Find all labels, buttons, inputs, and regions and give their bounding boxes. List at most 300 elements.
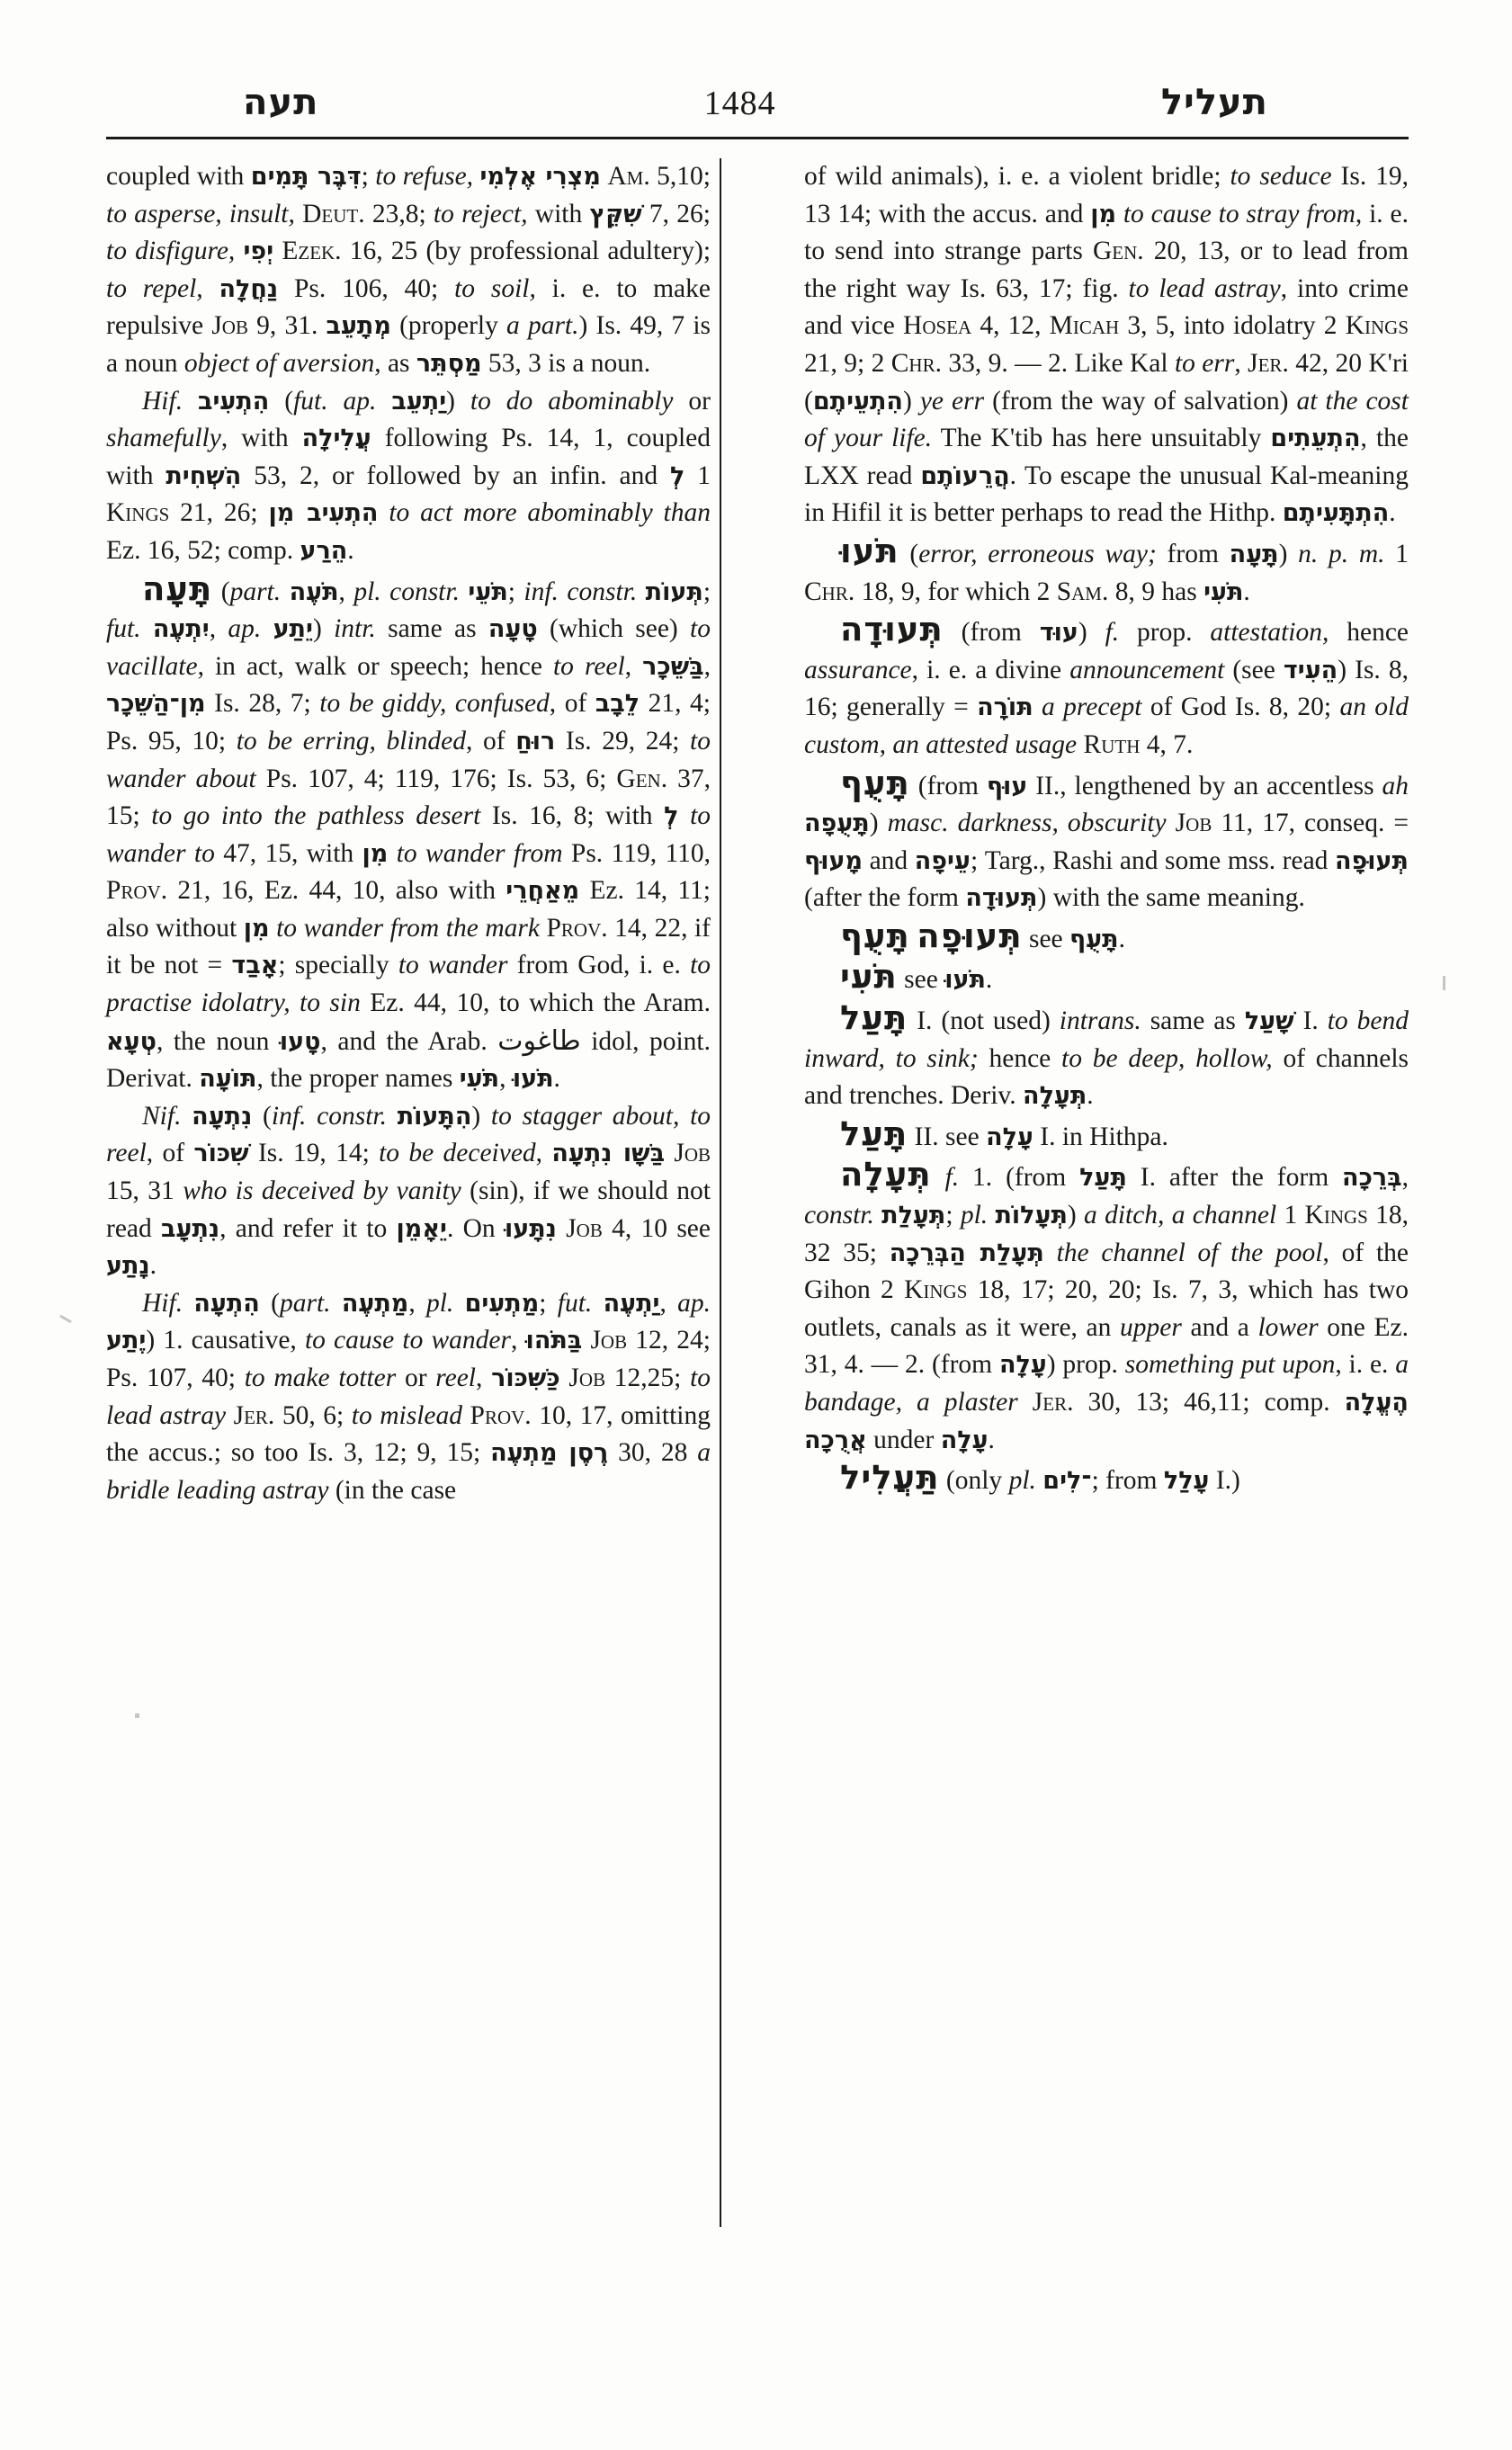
gloss-text: , with: [220, 424, 302, 453]
gloss-italic: to soil,: [454, 273, 552, 303]
gloss-italic: constr.: [804, 1201, 882, 1230]
gloss-text: hence: [989, 1043, 1062, 1073]
gloss-text: ,: [408, 1288, 426, 1318]
hebrew-word: שָׁעַל: [1244, 1007, 1294, 1036]
gloss-italic: intrans.: [1059, 1006, 1141, 1036]
gloss-text: , into crime and vice: [804, 273, 1409, 341]
bible-reference: Gen.: [1092, 237, 1144, 266]
gloss-text: [1033, 693, 1042, 721]
hebrew-word: תְּעוֹת: [645, 577, 703, 606]
lexicon-paragraph-nifal-nithah: [106, 1098, 711, 1285]
gloss-text: 42, 20 K'ri (: [804, 348, 1409, 416]
hebrew-word: מָעוּף: [804, 846, 863, 875]
gloss-italic: Hif.: [142, 1288, 183, 1318]
gloss-text: (: [212, 577, 230, 606]
gloss-text: 10, 17, omitting the accus.; so too Is. 3, 12; 9, 15;: [106, 1400, 711, 1468]
gloss-text: 37, 15;: [106, 764, 711, 831]
gloss-text: ,: [1401, 1163, 1409, 1193]
lexicon-paragraph-tou-entry: [804, 532, 1409, 611]
gloss-text: .: [1243, 577, 1250, 606]
gloss-italic: part.: [279, 1288, 342, 1318]
hebrew-word: רֶסֶן מַתְעֶה: [490, 1439, 609, 1468]
gloss-text: , of: [466, 726, 516, 756]
hebrew-word: רוּחַ: [515, 727, 556, 756]
bible-reference: Kings: [1304, 1201, 1368, 1230]
gloss-italic: to lead astray: [1128, 273, 1281, 303]
lexicon-paragraph-toi-crossref: [804, 958, 1409, 999]
hebrew-word: נִתְעָה: [192, 1102, 253, 1131]
gloss-text: [183, 387, 198, 416]
gloss-italic: to do abominably: [470, 386, 689, 416]
gloss-italic: to make totter: [244, 1364, 405, 1392]
hebrew-word: הֶעֱלָה אֲרֻכָה: [804, 1389, 1409, 1454]
gloss-italic: f.: [1105, 618, 1120, 648]
bible-reference: Prov.: [546, 913, 608, 943]
gloss-italic: an old custom, an attested usage: [804, 693, 1409, 759]
hebrew-word: עֲלִילָה: [301, 425, 371, 453]
gloss-italic: fut.: [106, 614, 153, 644]
gloss-italic: inf. constr.: [271, 1101, 398, 1131]
gloss-italic: to stagger about, to reel: [106, 1101, 711, 1168]
bible-reference: Kings: [106, 498, 170, 528]
hebrew-word: הִתָּעוֹת: [397, 1102, 472, 1131]
gloss-text: ;: [539, 1288, 558, 1318]
gloss-text: , as: [374, 348, 416, 378]
gloss-text: , in act, walk or speech; hence: [197, 651, 553, 681]
gloss-italic: to asperse, insult,: [106, 199, 303, 228]
hebrew-word: תְּעוּדָה: [965, 884, 1038, 913]
gloss-italic: inf. constr.: [523, 577, 646, 606]
hebrew-word: תָּעֻף: [1069, 925, 1119, 953]
gloss-italic: n. p. m.: [1298, 539, 1385, 568]
bible-reference: Job: [590, 1326, 628, 1355]
gloss-italic: to be giddy, confused: [319, 689, 550, 719]
gloss-text: from: [1156, 539, 1230, 568]
gloss-text: 12,25;: [605, 1364, 691, 1392]
gloss-text: 47, 15, with: [223, 838, 362, 868]
hebrew-word: הֵעִיד: [1283, 656, 1338, 684]
gloss-text: (after the form: [804, 883, 966, 913]
hebrew-word: דִּבֶּר תָּמִים: [250, 163, 362, 191]
gloss-text: I. in Hithpa.: [1033, 1122, 1168, 1151]
hebrew-word: טָעָה: [488, 615, 538, 644]
gloss-italic: ap.: [677, 1288, 711, 1318]
gloss-text: 18, 9, for which 2: [854, 577, 1057, 606]
gloss-text: Ez. 16, 52; comp.: [106, 535, 300, 565]
gloss-text: 9, 31.: [247, 311, 327, 341]
hebrew-word: הִתְעִיב: [198, 387, 270, 416]
gloss-text: [1116, 200, 1123, 228]
gloss-italic: to bend inward, to sink;: [804, 1006, 1409, 1073]
gloss-text: Ps. 107, 4; 119, 176; Is. 53, 6;: [265, 764, 617, 793]
gloss-italic: assurance: [804, 655, 912, 684]
gloss-text: I.): [1209, 1466, 1240, 1496]
gloss-text: (properly: [390, 311, 507, 341]
gloss-text: ) 1. causative,: [146, 1326, 305, 1355]
right-text-column: [804, 158, 1409, 2281]
gloss-italic: announcement: [1069, 655, 1233, 684]
gloss-text: Ps. 106, 40;: [278, 273, 455, 303]
gloss-italic: error, erroneous way;: [918, 539, 1157, 568]
gloss-text: or: [688, 386, 711, 416]
gloss-text: of God Is. 8, 20;: [1150, 693, 1340, 722]
gloss-text: , and the Arab.: [320, 1026, 498, 1056]
gloss-text: ,: [511, 1326, 526, 1355]
gloss-italic: who is deceived by vanity: [183, 1176, 470, 1206]
gloss-italic: to practise idolatry, to sin: [106, 951, 711, 1018]
hebrew-word: נָתַע: [106, 1252, 150, 1281]
gloss-text: 30, 13; 46,11; comp.: [1073, 1388, 1345, 1417]
gloss-text: ,: [703, 651, 711, 681]
hebrew-word: הִתְעִיב מִן: [268, 499, 379, 528]
hebrew-word: תּוֹרָה: [977, 693, 1033, 722]
gloss-italic: to vacillate: [106, 614, 711, 681]
entry-headword: תֹּעוּ: [840, 531, 899, 570]
gloss-text: ; from: [1091, 1466, 1164, 1496]
bible-reference: Kings: [1345, 311, 1409, 341]
hebrew-word: מַתְעִים: [464, 1289, 540, 1318]
gloss-text: Is. 29, 24;: [555, 726, 691, 756]
entry-headword: תְּעוּדָה: [840, 610, 944, 649]
gloss-italic: masc. darkness, obscurity: [887, 809, 1176, 838]
gloss-text: 7, 26;: [641, 199, 711, 228]
gloss-text: ): [1067, 1201, 1085, 1230]
hebrew-word: תֹּעוּ: [944, 966, 986, 995]
bible-reference: Sam.: [1056, 577, 1109, 606]
hebrew-word: תְּעָלַת: [881, 1202, 946, 1230]
gloss-text: , of: [146, 1139, 194, 1168]
gloss-italic: a precept: [1042, 693, 1150, 722]
gloss-text: ,: [476, 1364, 492, 1392]
hebrew-word: תֹּעֶה: [289, 577, 339, 606]
gloss-text: [932, 1163, 945, 1192]
gloss-text: see: [1022, 924, 1070, 953]
entry-headword: תָּעַל: [840, 1113, 908, 1153]
gloss-italic: to be erring, blinded: [236, 726, 466, 756]
gloss-text: with: [534, 199, 590, 228]
gloss-text: [273, 237, 282, 265]
gloss-text: 30, 28: [608, 1438, 698, 1468]
bible-reference: Deut.: [302, 199, 365, 228]
bible-reference: Ezek.: [282, 237, 342, 266]
page-number: 1484: [703, 85, 776, 122]
gloss-italic: ah: [1382, 771, 1409, 800]
gloss-text: ): [312, 614, 335, 644]
gloss-text: same as: [375, 614, 488, 644]
bible-reference: Job: [211, 311, 248, 341]
gloss-italic: f.: [944, 1163, 960, 1193]
entry-headword: תָּעֻף: [840, 916, 910, 955]
hebrew-word: עָלָה: [998, 1351, 1047, 1380]
gloss-text: , i. e. a divine: [911, 655, 1070, 684]
gloss-text: 21, 9; 2: [804, 348, 891, 378]
bible-reference: Am.: [607, 162, 650, 191]
gloss-text: .: [149, 1251, 157, 1281]
lexicon-paragraph-taah-entry: [106, 570, 711, 1098]
gloss-text: 14, 22, if it be not =: [106, 913, 711, 980]
gloss-text: Ps. 119, 110,: [570, 838, 711, 868]
hebrew-word: בַּשָּׁו נִתְעָה: [551, 1140, 666, 1168]
gloss-text: 50, 6;: [274, 1400, 352, 1430]
gloss-text: ;: [945, 1201, 961, 1230]
gloss-text: , i. e. to send into strange parts: [804, 199, 1409, 266]
bible-reference: Hosea: [903, 311, 972, 341]
lexicon-paragraph-teudah-entry: [804, 611, 1409, 764]
gloss-text: Ez. 44, 10, to which the Aram.: [370, 988, 711, 1018]
hebrew-word: הִתְעֵיתֶם: [812, 387, 903, 416]
gloss-text: , the noun: [156, 1026, 280, 1056]
gloss-italic: to wander from: [396, 838, 571, 868]
gloss-italic: lower: [1257, 1312, 1328, 1342]
gloss-text: of wild animals), i. e. a violent bridle;: [804, 162, 1230, 191]
gloss-italic: object of aversion: [183, 348, 375, 378]
scan-speckle: [135, 1713, 139, 1718]
hebrew-word: הֲרֵעוֹתֶם: [920, 461, 1010, 490]
hebrew-word: יֵתַע: [273, 615, 313, 644]
gloss-italic: upper: [1120, 1312, 1191, 1342]
gloss-text: one Ez. 31, 4. — 2. (from: [804, 1312, 1409, 1380]
gloss-text: .: [985, 965, 993, 995]
gloss-text: .: [1118, 924, 1125, 953]
hebrew-word: לְ: [670, 461, 685, 490]
gloss-text: following Ps. 14, 1, coupled with: [106, 424, 711, 490]
gloss-italic: fut.: [557, 1288, 604, 1318]
gloss-text: see: [897, 965, 945, 995]
gloss-italic: shamefully: [106, 424, 221, 453]
lexicon-paragraph-hifil-hithah-continued: [804, 158, 1409, 532]
gloss-text: ;: [702, 577, 711, 606]
gloss-text: (see: [1232, 655, 1284, 684]
gloss-text: (in the case: [335, 1475, 457, 1505]
gloss-text: 3, 5, into idolatry 2: [1119, 311, 1346, 341]
gloss-text: hence: [1329, 618, 1409, 648]
bible-reference: Jer.: [1032, 1388, 1074, 1417]
gloss-text: ; Targ., Rashi and some mss. read: [970, 845, 1335, 875]
gloss-text: of channels and trenches. Deriv.: [804, 1043, 1409, 1111]
gloss-text: (from: [909, 771, 987, 800]
hebrew-word: מִן: [243, 914, 270, 943]
gloss-italic: ye err: [919, 386, 993, 416]
gloss-text: ,: [338, 577, 354, 606]
hebrew-word: יְפִי: [243, 237, 274, 266]
hebrew-word: תְּעָלַת הַבְּרֵכָה: [889, 1238, 1044, 1267]
gloss-italic: something put upon: [1124, 1350, 1336, 1380]
hebrew-word: יֵאָמֵן: [396, 1214, 447, 1243]
gloss-text: coupled with: [106, 162, 251, 191]
hebrew-word: מְתָעֵב: [326, 312, 391, 341]
gloss-text: 1: [684, 460, 711, 490]
gloss-text: ) with the same meaning.: [1037, 883, 1305, 913]
bible-reference: Job: [1175, 809, 1212, 838]
gloss-text: [270, 914, 277, 943]
hebrew-word: יַתְעֵב: [391, 387, 447, 416]
hebrew-word: תֹּעִי: [459, 1065, 500, 1094]
lexicon-paragraph-taal-one: [804, 999, 1409, 1115]
gloss-italic: Hif.: [142, 386, 183, 416]
gloss-text: [183, 1289, 193, 1318]
gloss-text: , of: [549, 689, 595, 719]
gloss-text: .: [1087, 1081, 1094, 1111]
gloss-text: (sin), if we should not read: [106, 1176, 711, 1243]
gloss-text: and a: [1190, 1312, 1258, 1342]
gloss-text: (: [269, 386, 294, 416]
left-text-column: [106, 158, 711, 2281]
gloss-italic: to be deceived: [379, 1139, 536, 1168]
running-head-right-headword: תעליל: [1160, 82, 1268, 123]
gloss-text: 21, 26;: [169, 498, 269, 528]
gloss-text: 18, 32 35;: [804, 1201, 1409, 1267]
gloss-text: [378, 498, 389, 527]
gloss-text: I.: [1293, 1006, 1328, 1036]
gloss-italic: part.: [229, 577, 290, 606]
entry-headword: תֹּעִי: [840, 957, 898, 997]
hebrew-word: עָלָה: [986, 1122, 1033, 1151]
gloss-text: 1: [1284, 1201, 1305, 1230]
hebrew-word: ־לִים: [1042, 1467, 1092, 1496]
gloss-text: [557, 1214, 566, 1243]
gloss-text: Is. 28, 7;: [205, 689, 320, 719]
gloss-text: 53, 2, or followed by an infin. and: [241, 460, 670, 490]
gloss-italic: to reject,: [433, 199, 535, 228]
hebrew-word: יֶתַע: [106, 1327, 147, 1355]
hebrew-word: מִן־הַשֵּׁכָר: [106, 690, 206, 719]
gloss-italic: to go into the pathless desert: [151, 801, 492, 831]
bible-reference: Micah: [1049, 311, 1120, 341]
gloss-text: , and refer it to: [219, 1213, 397, 1243]
gloss-text: [181, 1102, 192, 1131]
gloss-italic: pl.: [960, 1201, 996, 1230]
hebrew-word: מַתְעֶה: [341, 1289, 409, 1318]
hebrew-word: הִתְתָּעִיתֶם: [1282, 499, 1390, 528]
gloss-italic: to be deep, hollow,: [1061, 1043, 1284, 1073]
gloss-text: or: [404, 1364, 436, 1392]
gloss-text: ,: [1234, 348, 1248, 378]
gloss-text: under: [866, 1425, 941, 1454]
gloss-text: ): [471, 1101, 491, 1131]
gloss-text: ; specially: [278, 951, 398, 980]
gloss-italic: a part.: [506, 311, 579, 341]
gloss-text: 4, 7.: [1140, 729, 1194, 759]
gloss-text: (from the way of salvation): [992, 386, 1297, 416]
gloss-text: (: [252, 1101, 272, 1131]
gloss-text: 5,10;: [649, 162, 711, 191]
gloss-italic: a bridle leading astray: [106, 1438, 711, 1505]
gloss-text: ,: [209, 614, 228, 644]
gloss-italic: to wander from the mark: [276, 913, 547, 943]
gloss-text: ): [869, 809, 888, 838]
gloss-text: idol, point. Derivat.: [106, 1026, 711, 1094]
gloss-italic: the channel of the pool: [1056, 1238, 1323, 1267]
gloss-text: [560, 1364, 569, 1392]
gloss-italic: to err: [1174, 348, 1235, 378]
running-head-left-headword: תעה: [243, 82, 319, 123]
lexicon-paragraph-taalil-entry: [804, 1459, 1409, 1500]
lexicon-paragraph-taal-two: [804, 1115, 1409, 1157]
bible-reference: Gen.: [616, 764, 668, 793]
hebrew-word: טָעוּ: [279, 1027, 321, 1056]
gloss-text: ): [1078, 618, 1105, 648]
gloss-text: Ez. 14, 11; also without: [106, 876, 711, 943]
hebrew-word: תְּעָלָה: [1023, 1082, 1087, 1111]
bible-reference: Jer.: [233, 1400, 275, 1430]
hebrew-word: בַּשֵּׁכָר: [642, 652, 704, 681]
hebrew-word: אָבַד: [231, 952, 279, 980]
hebrew-word: מֵאַחֲרֵי: [505, 877, 580, 906]
gloss-text: 12, 24; Ps. 107, 40;: [106, 1326, 711, 1392]
entry-headword: תָּעָה: [142, 568, 213, 608]
gloss-text: same as: [1141, 1006, 1245, 1036]
gloss-text: , the proper names: [256, 1064, 460, 1094]
gloss-text: (from: [943, 618, 1040, 648]
gloss-text: 33, 9. — 2. Like Kal: [941, 348, 1175, 378]
gloss-italic: to mislead: [351, 1400, 470, 1430]
scan-speckle: [1443, 976, 1445, 990]
gloss-text: .: [1389, 498, 1396, 528]
gloss-text: 8, 9 has: [1108, 577, 1204, 606]
lexicon-paragraph-hifil-tiev: [106, 383, 711, 570]
gloss-text: i. e. to make repulsive: [106, 273, 711, 341]
hebrew-word: שִׁכּוֹר: [193, 1140, 249, 1168]
gloss-text: , of the Gihon 2: [804, 1238, 1409, 1305]
entry-headword: תָּעֻף: [840, 763, 910, 802]
gloss-text: . On: [446, 1213, 505, 1243]
gloss-italic: to wander to: [106, 801, 711, 868]
gloss-text: ;: [361, 162, 376, 191]
bible-reference: Job: [566, 1213, 603, 1243]
gloss-text: ;: [507, 577, 524, 606]
gloss-text: [388, 839, 396, 868]
hebrew-word: עוּד: [1039, 619, 1078, 648]
gloss-text: ): [902, 386, 920, 416]
gloss-text: 11, 17, conseq. =: [1212, 809, 1409, 838]
gloss-text: 21, 4; Ps. 95, 10;: [106, 689, 711, 756]
gloss-italic: to reel: [552, 651, 625, 681]
bible-reference: Chr.: [890, 348, 942, 378]
gloss-italic: ap.: [228, 614, 273, 644]
gloss-italic: intr.: [334, 614, 376, 644]
gloss-text: [678, 801, 690, 830]
entry-headword: תְּעוּפָה: [917, 916, 1023, 955]
hebrew-word: מִן: [1090, 200, 1116, 228]
gloss-italic: to refuse,: [375, 162, 480, 191]
header-rule: [106, 137, 1409, 139]
entry-headword: תְּעָלָה: [840, 1155, 932, 1194]
bible-reference: Ruth: [1083, 729, 1141, 759]
gloss-text: 1: [1384, 539, 1409, 568]
gloss-italic: to disfigure,: [106, 237, 244, 266]
lexicon-paragraph-teuph-entry: [804, 765, 1409, 917]
hebrew-word: תָּעַל: [1079, 1164, 1127, 1193]
gloss-text: 23,8;: [364, 199, 434, 228]
gloss-italic: to cause to stray from: [1123, 199, 1355, 228]
gloss-text: , the LXX read: [804, 424, 1409, 490]
gloss-text: II., lengthened by an accentless: [1027, 771, 1382, 800]
gloss-text: 20, 13, or to lead from the right way Is. 63, 17; fig.: [804, 237, 1409, 303]
hebrew-word: הִתְעָה: [193, 1289, 260, 1318]
scan-speckle: [59, 1315, 72, 1324]
gloss-italic: a bandage, a plaster: [804, 1350, 1409, 1417]
hebrew-word: תּוֹעָה: [199, 1065, 257, 1094]
hebrew-word: יִתְעֶה: [152, 615, 210, 644]
hebrew-word: תָּעָה: [1229, 540, 1279, 568]
hebrew-word: טְעָא: [106, 1027, 157, 1056]
lexicon-paragraph-tealah-entry: [804, 1156, 1409, 1459]
hebrew-word: נַחֲלָה: [219, 274, 279, 303]
gloss-text: 53, 3 is a noun.: [481, 348, 651, 378]
gloss-text: 18, 17; 20, 20; Is. 7, 3, which has two outlets, canals as it were, an: [804, 1275, 1409, 1342]
bible-reference: Chr.: [804, 577, 855, 606]
gloss-italic: to lead astray: [106, 1364, 711, 1430]
